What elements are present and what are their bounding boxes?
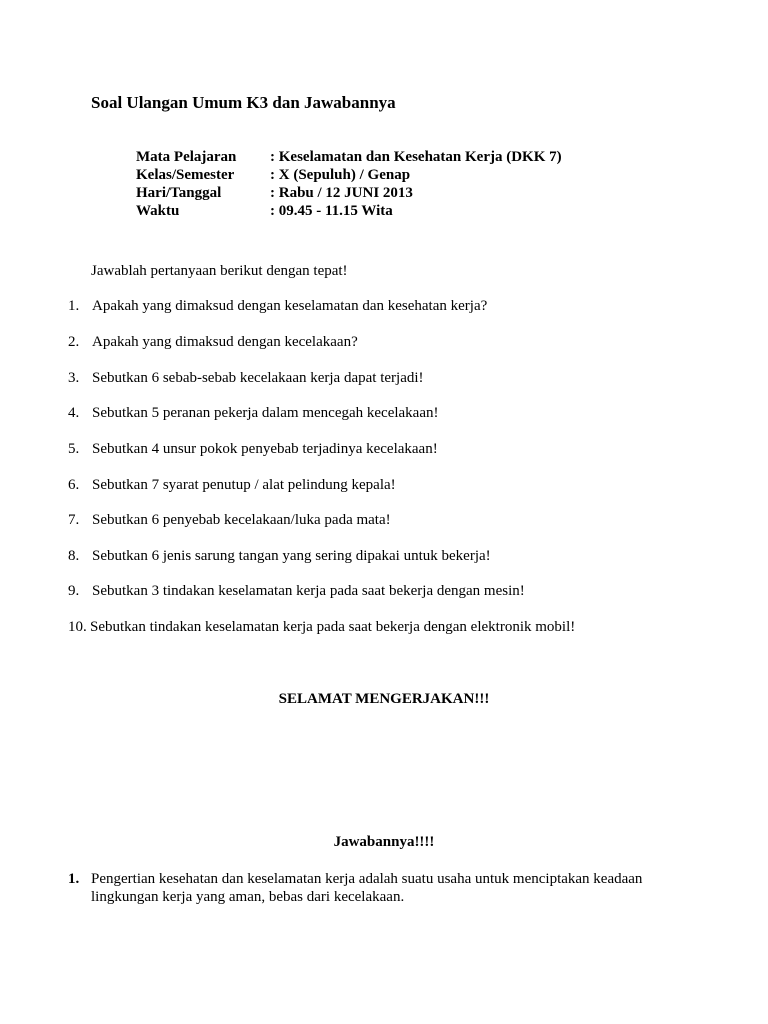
question-text: Sebutkan 4 unsur pokok penyebab terjadinya kecelakaan! (92, 441, 438, 457)
answer-number: 1. (68, 871, 80, 887)
question-text: Sebutkan 5 peranan pekerja dalam mencegah kecelakaan! (92, 405, 439, 421)
info-label-kelas-semester: Kelas/Semester (136, 167, 235, 183)
question-text: Sebutkan 3 tindakan keselamatan kerja pada saat bekerja dengan mesin! (92, 583, 525, 599)
info-value-waktu: : 09.45 - 11.15 Wita (270, 203, 393, 219)
question-text: Sebutkan 6 jenis sarung tangan yang sering dipakai untuk bekerja! (92, 548, 491, 564)
question-number: 7. (68, 512, 80, 528)
question-number: 5. (68, 441, 80, 457)
question-number: 2. (68, 334, 80, 350)
question-number: 3. (68, 370, 80, 386)
question-text: Sebutkan 7 syarat penutup / alat pelindung kepala! (92, 477, 396, 493)
question-text: Sebutkan 6 penyebab kecelakaan/luka pada mata! (92, 512, 391, 528)
info-value-kelas-semester: : X (Sepuluh) / Genap (270, 167, 411, 183)
info-label-mata-pelajaran: Mata Pelajaran (136, 149, 237, 165)
document-title: Soal Ulangan Umum K3 dan Jawabannya (91, 93, 396, 112)
question-text: Apakah yang dimaksud dengan keselamatan dan kesehatan kerja? (92, 298, 488, 314)
question-number: 4. (68, 405, 80, 421)
question-text: Sebutkan tindakan keselamatan kerja pada saat bekerja dengan elektronik mobil! (90, 619, 576, 635)
info-value-hari-tanggal: : Rabu / 12 JUNI 2013 (270, 185, 413, 201)
info-label-waktu: Waktu (136, 203, 180, 219)
question-text: Apakah yang dimaksud dengan kecelakaan? (92, 334, 358, 350)
info-value-mata-pelajaran: : Keselamatan dan Kesehatan Kerja (DKK 7) (270, 149, 562, 165)
question-number: 6. (68, 477, 80, 493)
info-label-hari-tanggal: Hari/Tanggal (136, 185, 222, 201)
closing-text: SELAMAT MENGERJAKAN!!! (278, 691, 490, 707)
instruction-text: Jawablah pertanyaan berikut dengan tepat! (91, 263, 348, 279)
question-number: 8. (68, 548, 80, 564)
question-number: 1. (68, 298, 80, 314)
question-text: Sebutkan 6 sebab-sebab kecelakaan kerja dapat terjadi! (92, 370, 424, 386)
question-number: 9. (68, 583, 80, 599)
answers-heading: Jawabannya!!!! (333, 834, 435, 850)
answer-text: Pengertian kesehatan dan keselamatan kerja adalah suatu usaha untuk menciptakan keadaan lingkungan kerja yang aman, bebas dari kecelakaan. (91, 871, 643, 905)
question-number: 10. (68, 619, 87, 635)
